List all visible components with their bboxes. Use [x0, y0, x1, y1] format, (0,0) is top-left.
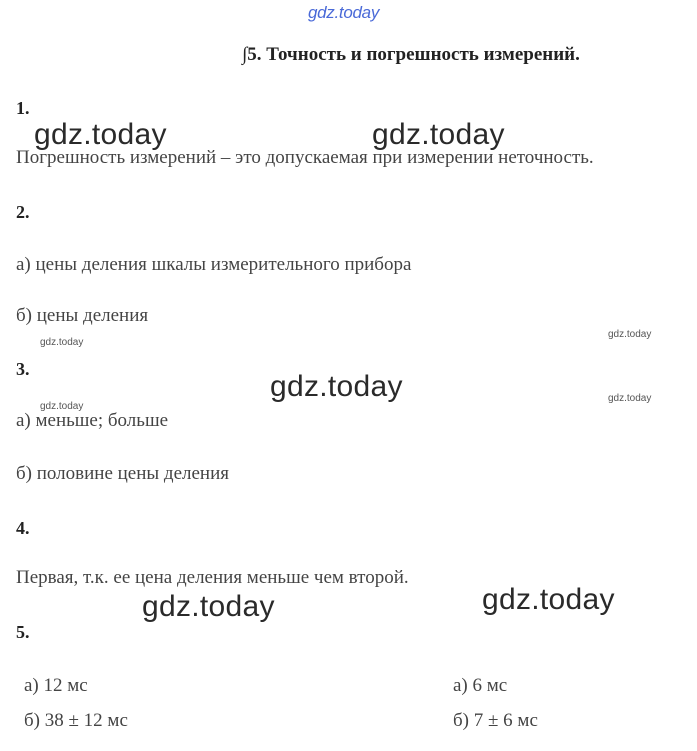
- question-3-answer-a: а) меньше; больше: [16, 410, 169, 431]
- question-5-number: 5.: [16, 622, 30, 642]
- watermark: gdz.today: [372, 118, 505, 151]
- question-5-right-answer-b: б) 7 ± 6 мс: [453, 710, 538, 731]
- question-5-left-answer-b: б) 38 ± 12 мс: [24, 710, 128, 731]
- question-3-answer-b: б) половине цены деления: [16, 463, 230, 484]
- question-4-number: 4.: [16, 518, 30, 538]
- question-2-answer-b: б) цены деления: [16, 305, 149, 326]
- watermark-small: gdz.today: [40, 401, 84, 412]
- watermark: gdz.today: [34, 118, 167, 151]
- site-logo-text[interactable]: gdz.today: [308, 3, 380, 22]
- question-1-answer: Погрешность измерений – это допускаемая при измерении неточность.: [16, 147, 594, 168]
- watermark-small: gdz.today: [40, 337, 84, 348]
- question-5-right-answer-a: а) 6 мс: [453, 675, 508, 696]
- question-1-number: 1.: [16, 98, 30, 118]
- question-5-left-answer-a: а) 12 мс: [24, 675, 88, 696]
- page-title: ∫5. Точность и погрешность измерений.: [242, 44, 580, 65]
- question-4-answer: Первая, т.к. ее цена деления меньше чем второй.: [16, 567, 409, 588]
- watermark: gdz.today: [482, 583, 615, 616]
- question-2-answer-a: а) цены деления шкалы измерительного прибора: [16, 254, 412, 275]
- watermark-small: gdz.today: [608, 329, 652, 340]
- watermark: gdz.today: [142, 590, 275, 623]
- watermark: gdz.today: [270, 370, 403, 403]
- question-2-number: 2.: [16, 202, 30, 222]
- question-3-number: 3.: [16, 359, 30, 379]
- watermark-small: gdz.today: [608, 393, 652, 404]
